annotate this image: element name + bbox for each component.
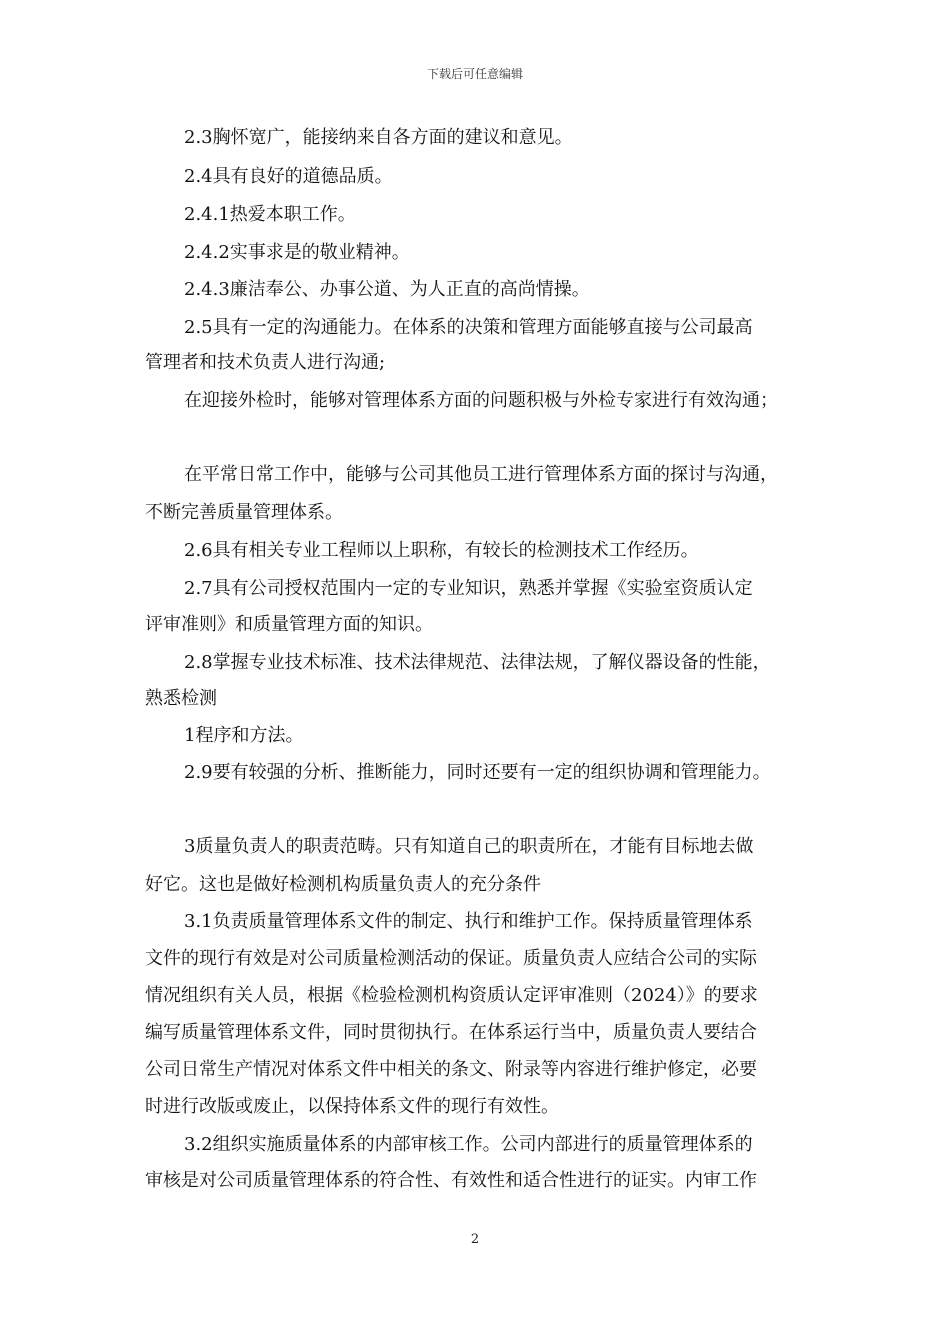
- text-line: 2.5具有一定的沟通能力。在体系的决策和管理方面能够直接与公司最高: [184, 317, 753, 338]
- text-line: 2.4具有良好的道德品质。: [184, 166, 393, 187]
- text-line: 公司日常生产情况对体系文件中相关的条文、附录等内容进行维护修定，必要: [145, 1059, 757, 1080]
- text-line: 3.2组织实施质量体系的内部审核工作。公司内部进行的质量管理体系的: [184, 1134, 753, 1155]
- text-line: 好它。这也是做好检测机构质量负责人的充分条件: [145, 874, 541, 895]
- text-line: 熟悉检测: [145, 688, 217, 709]
- page-number: 2: [470, 1232, 480, 1247]
- page-header: 下载后可任意编辑: [426, 67, 523, 81]
- text-line: 情况组织有关人员，根据《检验检测机构资质认定评审准则（2024）》的要求: [145, 985, 758, 1006]
- text-line: 2.3胸怀宽广，能接纳来自各方面的建议和意见。: [184, 127, 573, 148]
- text-line: 3.1负责质量管理体系文件的制定、执行和维护工作。保持质量管理体系: [184, 911, 753, 932]
- text-line: 2.4.1热爱本职工作。: [184, 204, 356, 225]
- text-line: 2.4.3廉洁奉公、办事公道、为人正直的高尚情操。: [184, 279, 590, 300]
- text-line: 2.4.2实事求是的敬业精神。: [184, 242, 410, 263]
- text-line: 2.7具有公司授权范围内一定的专业知识，熟悉并掌握《实验室资质认定: [184, 578, 753, 599]
- text-line: 3质量负责人的职责范畴。只有知道自己的职责所在，才能有目标地去做: [184, 836, 754, 857]
- text-line: 文件的现行有效是对公司质量检测活动的保证。质量负责人应结合公司的实际: [145, 948, 757, 969]
- text-line: 在迎接外检时，能够对管理体系方面的问题积极与外检专家进行有效沟通；: [184, 390, 778, 411]
- text-line: 管理者和技术负责人进行沟通;: [145, 352, 386, 373]
- text-line: 在平常日常工作中，能够与公司其他员工进行管理体系方面的探讨与沟通，: [184, 464, 778, 485]
- text-line: 2.9要有较强的分析、推断能力，同时还要有一定的组织协调和管理能力。: [184, 762, 771, 783]
- text-line: 评审准则》和质量管理方面的知识。: [145, 614, 433, 635]
- text-line: 2.8掌握专业技术标准、技术法律规范、法律法规，了解仪器设备的性能，: [184, 652, 771, 673]
- text-line: 2.6具有相关专业工程师以上职称，有较长的检测技术工作经历。: [184, 540, 699, 561]
- text-line: 时进行改版或废止，以保持体系文件的现行有效性。: [145, 1096, 559, 1117]
- text-line: 审核是对公司质量管理体系的符合性、有效性和适合性进行的证实。内审工作: [145, 1170, 757, 1191]
- text-line: 不断完善质量管理体系。: [145, 502, 343, 523]
- text-line: 1程序和方法。: [184, 725, 304, 746]
- text-line: 编写质量管理体系文件，同时贯彻执行。在体系运行当中，质量负责人要结合: [145, 1022, 757, 1043]
